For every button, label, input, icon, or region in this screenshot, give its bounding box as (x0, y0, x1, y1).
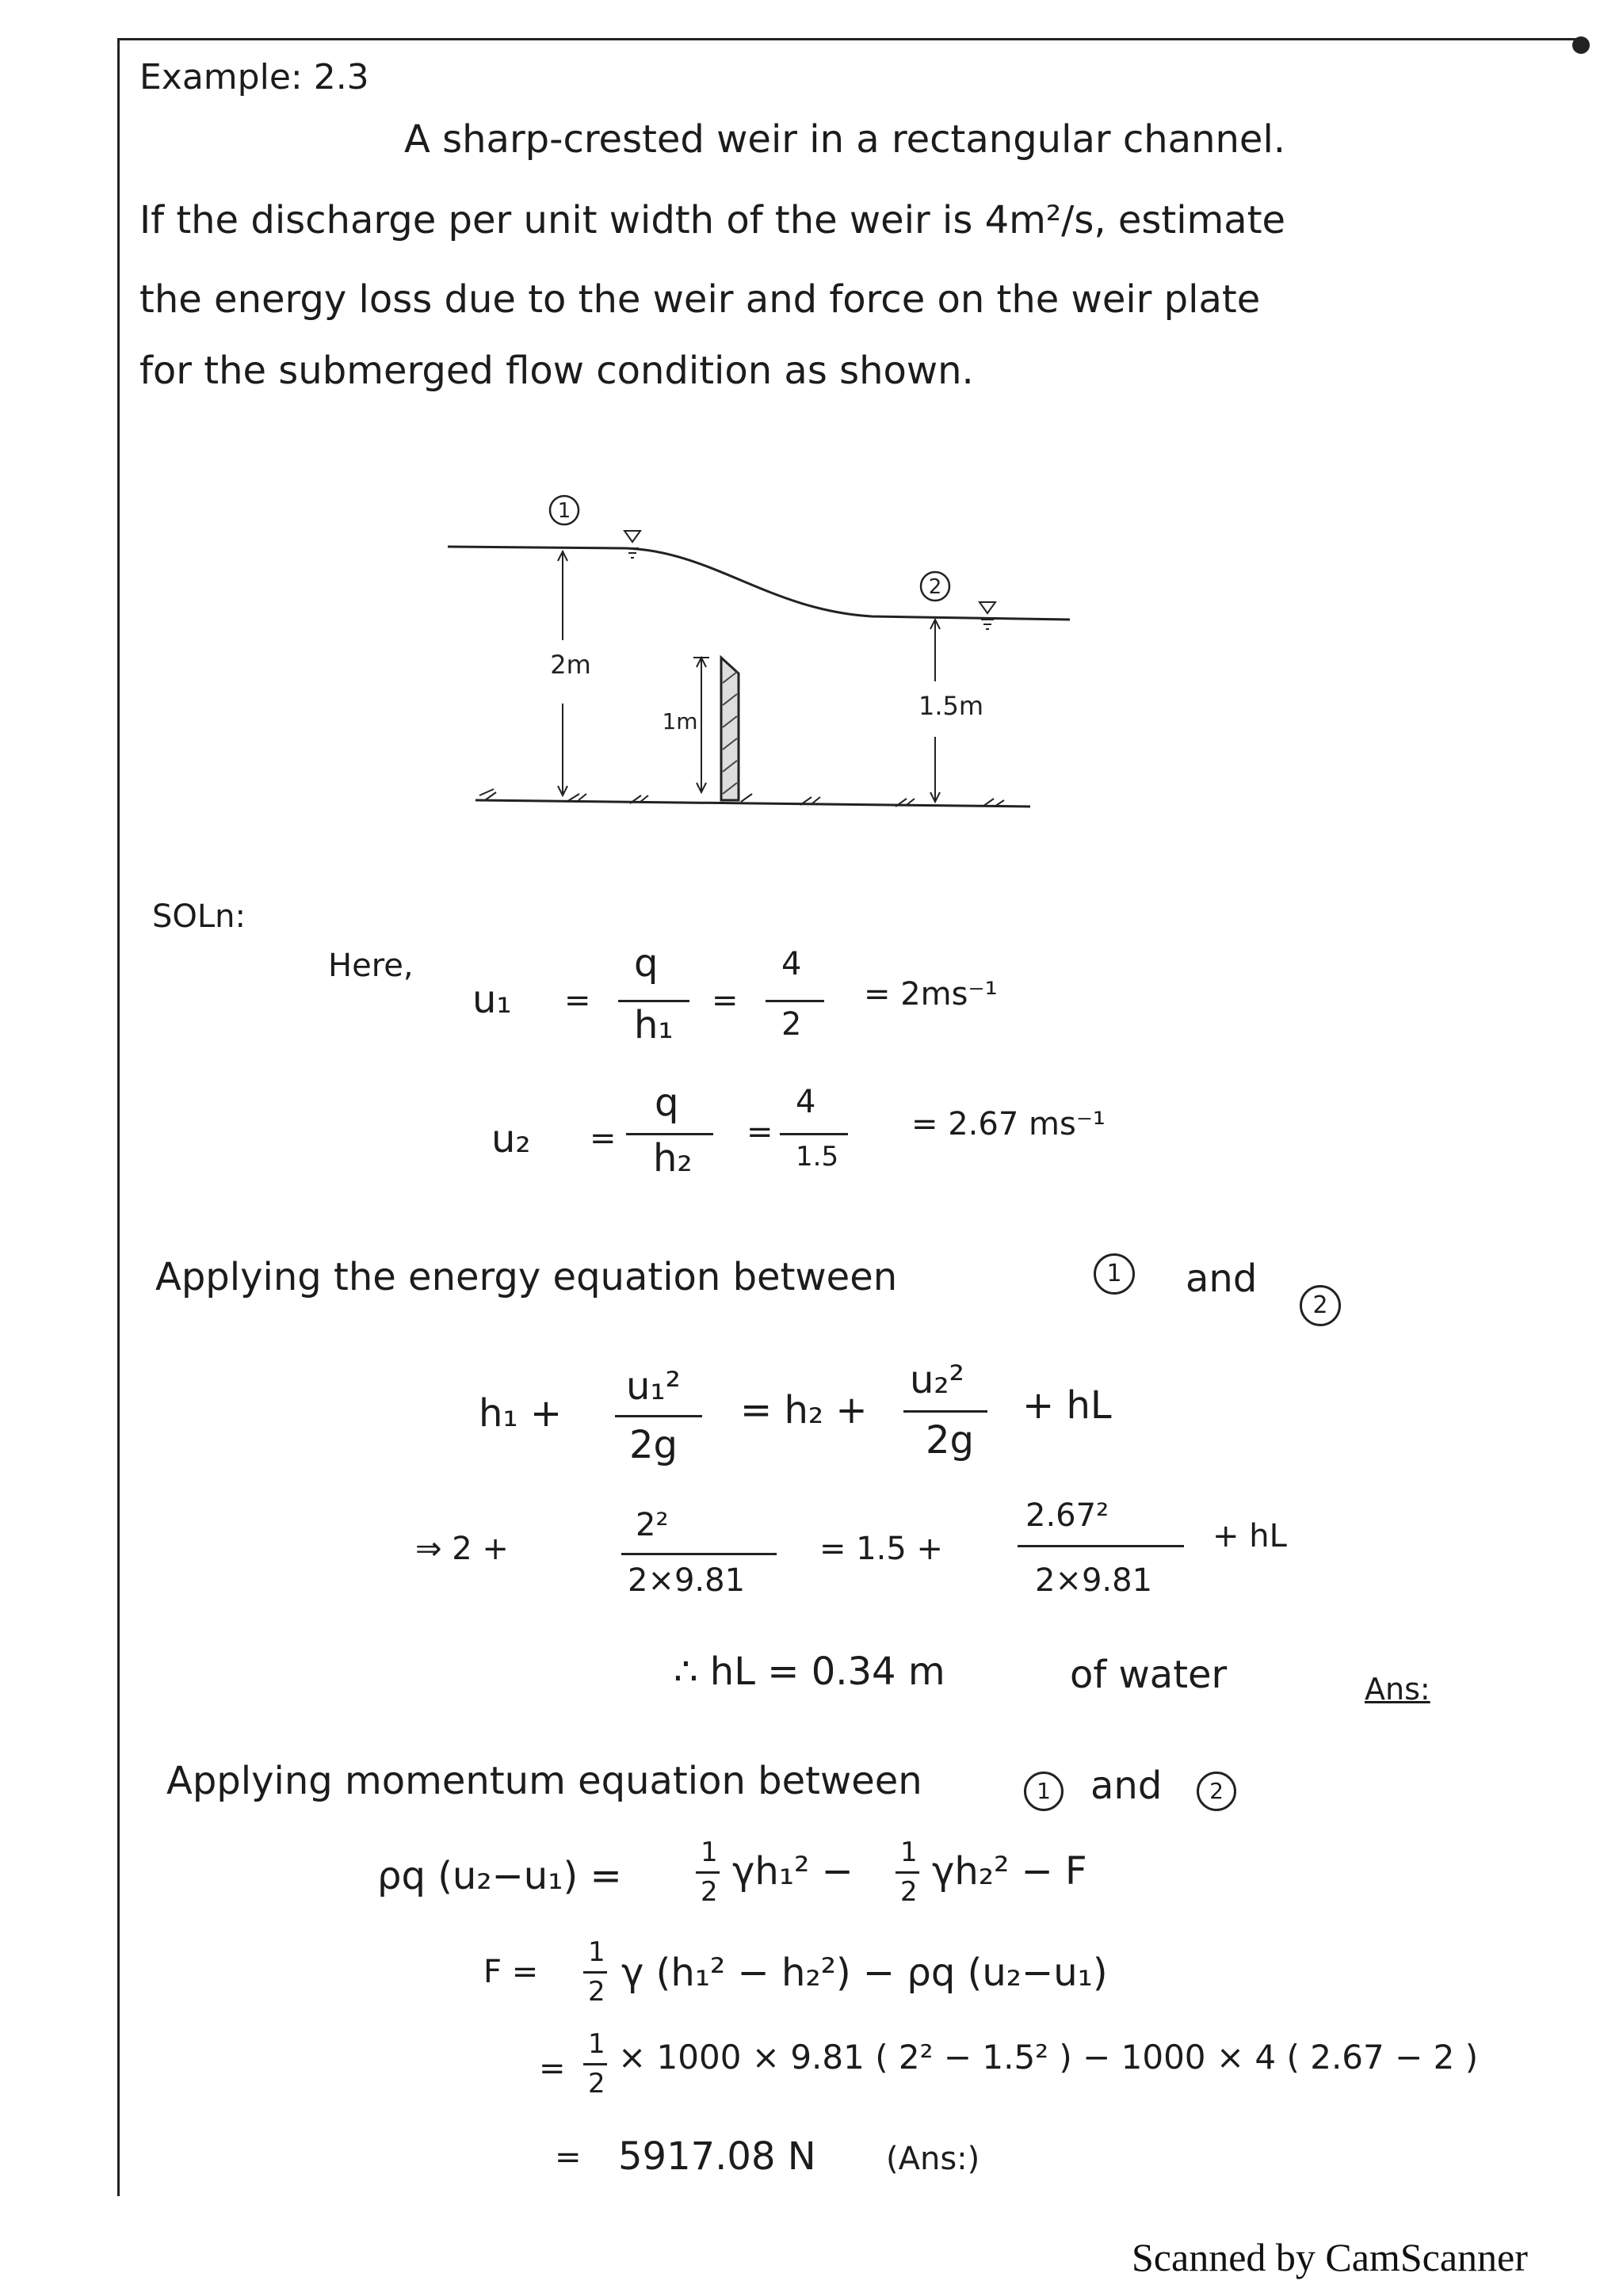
u1-result: = 2ms⁻¹ (864, 976, 998, 1013)
s-den2: 2×9.81 (1035, 1562, 1153, 1599)
u1-den-value: 2 (781, 1006, 802, 1043)
s-num1: 2² (636, 1507, 669, 1543)
e-eq-h2-plus: = h₂ + (740, 1388, 868, 1432)
s-plus-hl: + hL (1212, 1518, 1287, 1554)
u1-numerator: q (634, 941, 659, 986)
f-rhs: γ (h₁² − h₂²) − ρq (u₂−u₁) (621, 1951, 1108, 1995)
final-eq: = (555, 2139, 582, 2176)
section2-label: 2 (928, 575, 942, 599)
u2-lhs: u₂ (491, 1117, 531, 1161)
sub-eq: = (539, 2050, 566, 2087)
sub-rhs: × 1000 × 9.81 ( 2² − 1.5² ) − 1000 × 4 ( 2.67 − 2 ) (618, 2038, 1479, 2077)
momentum-circ-2: 2 (1197, 1772, 1236, 1811)
page-border-top (117, 38, 1583, 40)
section1-label: 1 (557, 499, 571, 523)
momentum-and: and (1090, 1764, 1163, 1808)
u2-numerator: q (655, 1081, 679, 1125)
s-num2: 2.67² (1025, 1497, 1109, 1534)
momentum-intro: Applying momentum equation between (166, 1759, 922, 1803)
m-half-num-2: 1 (900, 1836, 918, 1868)
energy-circ-2: 2 (1300, 1285, 1341, 1326)
momentum-circ-1: 1 (1024, 1772, 1064, 1811)
energy-intro: Applying the energy equation between (155, 1255, 898, 1299)
u1-value-fraction-bar (766, 1000, 824, 1002)
corner-mark (1572, 36, 1590, 54)
u2-den-value: 1.5 (796, 1141, 839, 1173)
m-mid1: γh₁² − (732, 1849, 854, 1894)
u2-equals: = (590, 1120, 617, 1157)
problem-line-2: If the discharge per unit width of the weir is 4m²/s, estimate (139, 198, 1286, 242)
e-frac-bar-1 (615, 1415, 702, 1417)
energy-and: and (1186, 1257, 1258, 1301)
m-half-den-1: 2 (701, 1876, 718, 1908)
u1-fraction-bar (618, 1000, 689, 1002)
s-frac-bar-1 (621, 1553, 777, 1555)
example-label: Example: 2.3 (139, 57, 369, 97)
depth2-label: 1.5m (918, 691, 984, 721)
s-mid: = 1.5 + (819, 1531, 944, 1567)
scanner-watermark: Scanned by CamScanner (1132, 2235, 1528, 2279)
weir-height-label: 1m (662, 708, 698, 734)
answer-mark-1: Ans: (1365, 1672, 1430, 1707)
depth1-label: 2m (550, 650, 591, 680)
energy-circ-1: 1 (1094, 1253, 1135, 1295)
sub-half-den: 2 (588, 2068, 605, 2100)
u2-value-fraction-bar (780, 1133, 848, 1135)
f-half-den: 2 (588, 1976, 605, 2008)
e-2g-1: 2g (629, 1423, 678, 1467)
f-half-num: 1 (588, 1936, 605, 1968)
u2-denominator: h₂ (653, 1136, 693, 1180)
m-half-num-1: 1 (701, 1836, 718, 1868)
u2-fraction-bar (626, 1133, 713, 1135)
water-surface-line (448, 547, 1070, 620)
final-value: 5917.08 N (618, 2134, 816, 2179)
e-2g-2: 2g (926, 1418, 975, 1463)
solution-label: SOLn: (152, 898, 246, 935)
problem-line-1: A sharp-crested weir in a rectangular channel. (404, 117, 1286, 162)
f-half-bar (583, 1971, 607, 1974)
f-lhs: F = (483, 1954, 539, 1990)
e-h1-plus: h₁ + (479, 1391, 563, 1436)
m-half-bar-2 (896, 1871, 919, 1874)
u1-denominator: h₁ (634, 1003, 674, 1047)
u2-result: = 2.67 ms⁻¹ (911, 1106, 1106, 1142)
answer-mark-2: (Ans:) (886, 2141, 980, 2177)
u2-equals-2: = (747, 1114, 773, 1150)
weir-plate (721, 658, 739, 800)
m-half-bar-1 (696, 1871, 720, 1874)
channel-bed-line (475, 800, 1030, 807)
problem-line-4: for the submerged flow condition as shown. (139, 349, 974, 393)
hl-result: ∴ hL = 0.34 m (674, 1650, 945, 1694)
water-level-symbol-downstream (980, 602, 995, 629)
sub-half-num: 1 (588, 2028, 605, 2060)
u1-lhs: u₁ (472, 978, 512, 1022)
s-lead: ⇒ 2 + (415, 1531, 509, 1567)
u2-num-value: 4 (796, 1084, 816, 1120)
page-border-left (117, 38, 120, 2196)
problem-line-3: the energy loss due to the weir and force on the weir plate (139, 277, 1261, 322)
m-mid2: γh₂² − F (932, 1849, 1087, 1894)
e-frac-bar-2 (903, 1410, 987, 1413)
here-label: Here, (328, 948, 414, 984)
u1-num-value: 4 (781, 946, 802, 982)
u1-equals-2: = (712, 982, 739, 1019)
sub-half-bar (583, 2063, 607, 2065)
e-u2sq: u₂² (910, 1358, 964, 1402)
m-lhs: ρq (u₂−u₁) = (377, 1854, 622, 1898)
m-half-den-2: 2 (900, 1876, 918, 1908)
u1-equals: = (564, 982, 591, 1019)
water-level-symbol-upstream (624, 531, 640, 558)
hl-unit: of water (1070, 1653, 1228, 1697)
e-u1sq: u₁² (626, 1364, 681, 1409)
weir-diagram (428, 475, 1078, 856)
e-plus-hl: + hL (1022, 1383, 1112, 1428)
s-frac-bar-2 (1018, 1545, 1184, 1547)
s-den1: 2×9.81 (628, 1562, 746, 1599)
